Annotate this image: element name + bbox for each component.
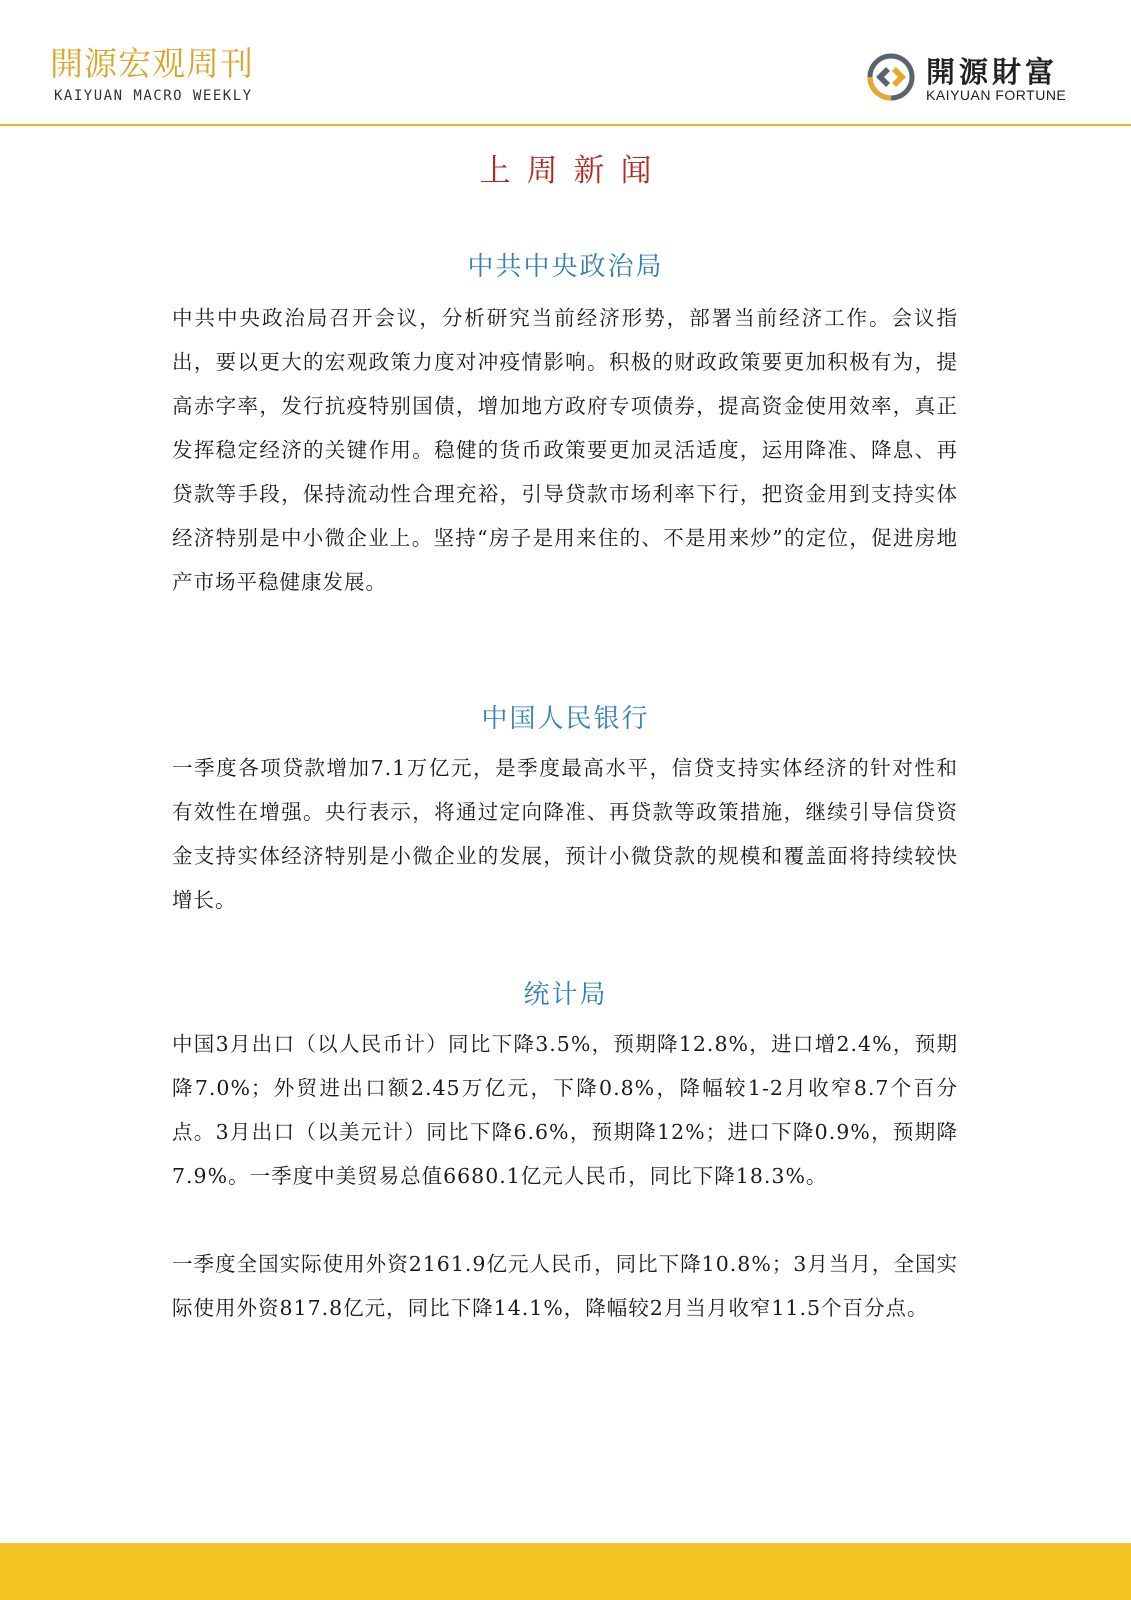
logo-text-en: KAIYUAN FORTUNE: [926, 87, 1067, 103]
section-title-pboc: 中国人民银行: [481, 704, 650, 734]
section-title-politburo: 中共中央政治局: [467, 252, 664, 282]
logo-text-cn: 開源財富: [926, 55, 1059, 89]
brand-title-cn: 開源宏观周刊: [50, 44, 254, 83]
statistics-paragraph-fdi: 一季度全国实际使用外资2161.9亿元人民币，同比下降10.8%；3月当月，全国实际使用外资817.8亿元，同比下降14.1%，降幅较2月当月收窄11.5个百分点。: [172, 1252, 958, 1320]
footer-bar: [0, 1543, 1131, 1600]
statistics-paragraph-trade: 中国3月出口（以人民币计）同比下降3.5%，预期降12.8%，进口增2.4%，预期降7.0%；外贸进出口额2.45万亿元，下降0.8%，降幅较1-2月收窄8.7个百分点。3月出口（以美元计）同比下降6.6%，预期降12%；进口下降0.9%，预期降7.9%。一季度中美贸易总值6680.1亿元人民币，同比下降18.3%。: [172, 1032, 958, 1188]
pboc-paragraph: 一季度各项贷款增加7.1万亿元，是季度最高水平，信贷支持实体经济的针对性和有效性在增强。央行表示，将通过定向降准、再贷款等政策措施，继续引导信贷资金支持实体经济特别是小微企业的发展，预计小微贷款的规模和覆盖面将持续较快增长。: [172, 756, 958, 912]
kaiyuan-logo-icon: [866, 52, 916, 102]
section-title-statistics: 统计局: [523, 980, 608, 1010]
report-header: [0, 0, 1131, 126]
politburo-paragraph: 中共中央政治局召开会议，分析研究当前经济形势，部署当前经济工作。会议指出，要以更大的宏观政策力度对冲疫情影响。积极的财政政策要更加积极有为，提高赤字率，发行抗疫特别国债，增加地方政府专项债券，提高资金使用效率，真正发挥稳定经济的关键作用。稳健的货币政策要更加灵活适度，运用降准、降息、再贷款等手段，保持流动性合理充裕，引导贷款市场利率下行，把资金用到支持实体经济特别是中小微企业上。坚持“房子是用来住的、不是用来炒”的定位，促进房地产市场平稳健康发展。: [172, 306, 958, 594]
brand-title-en: KAIYUAN MACRO WEEKLY: [54, 88, 253, 104]
header-divider: [0, 124, 1131, 126]
page-title: 上周新闻: [479, 153, 668, 189]
company-logo: [866, 50, 1076, 110]
